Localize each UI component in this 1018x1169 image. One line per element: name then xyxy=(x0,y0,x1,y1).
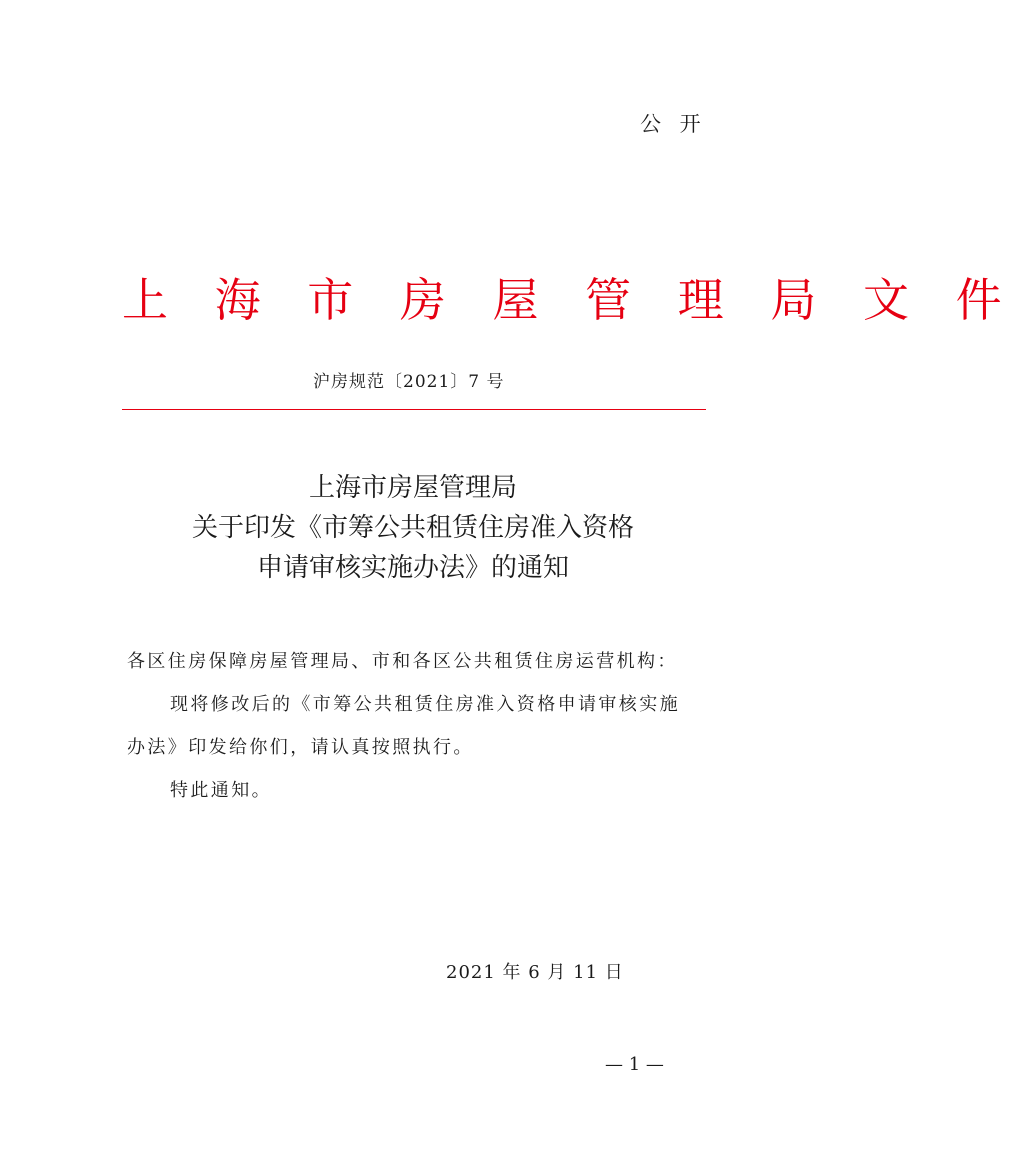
body-paragraph-line-2: 办法》印发给你们，请认真按照执行。 xyxy=(127,737,474,758)
document-number: 沪房规范〔2021〕7 号 xyxy=(313,372,505,392)
title-line-2: 关于印发《市筹公共租赁住房准入资格 xyxy=(191,513,634,543)
red-divider-line xyxy=(122,409,706,410)
document-title xyxy=(100,468,726,588)
issue-date: 2021 年 6 月 11 日 xyxy=(446,962,624,983)
title-line-1: 上海市房屋管理局 xyxy=(308,473,517,503)
page-number: — 1 — xyxy=(605,1054,664,1075)
title-line-3: 申请审核实施办法》的通知 xyxy=(256,553,569,583)
disclosure-label: 公 开 xyxy=(640,112,707,136)
document-masthead: 上 海 市 房 屋 管 理 局 文 件 xyxy=(122,273,1018,327)
closing-line: 特此通知。 xyxy=(170,780,272,801)
addressee-line: 各区住房保障房屋管理局、市和各区公共租赁住房运营机构： xyxy=(127,651,678,672)
body-paragraph-line-1: 现将修改后的《市筹公共租赁住房准入资格申请审核实施 xyxy=(170,694,680,715)
